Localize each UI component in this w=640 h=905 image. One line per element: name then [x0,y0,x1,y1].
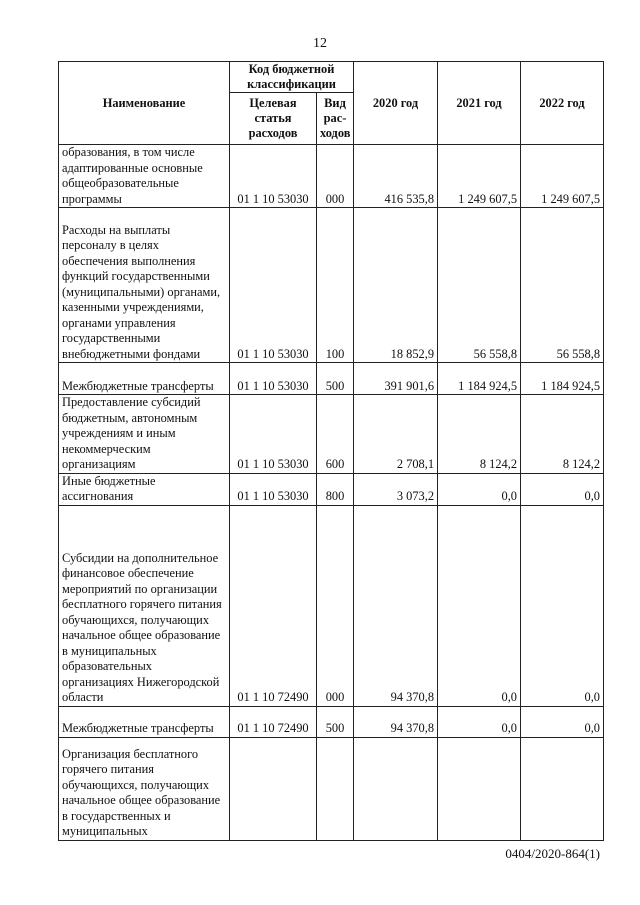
row-2021: 56 558,8 [438,208,521,363]
row-2022: 0,0 [521,505,604,706]
row-type: 000 [317,505,354,706]
row-2022: 1 184 924,5 [521,363,604,395]
row-2022 [521,737,604,840]
row-name: Субсидии на дополнительное финансовое обеспечение мероприятий по организации бесплатного горячего питания обучающихся, получающих начальное общее образование в муниципальных образовательных организациях Нижегородской области [59,505,230,706]
row-2022: 1 249 607,5 [521,145,604,208]
header-2022: 2022 год [521,62,604,145]
row-code: 01 1 10 53030 [230,145,317,208]
row-code: 01 1 10 72490 [230,505,317,706]
row-2021: 0,0 [438,706,521,737]
row-type: 500 [317,363,354,395]
row-2020: 3 073,2 [354,473,438,505]
row-name: Иные бюджетные ассигнования [59,473,230,505]
row-2022: 0,0 [521,473,604,505]
row-type: 800 [317,473,354,505]
table-row [59,363,604,395]
row-2021: 8 124,2 [438,395,521,474]
table-row [59,395,604,474]
table-row [59,505,604,706]
row-code [230,737,317,840]
document-number: 0404/2020-864(1) [505,846,600,861]
row-2021 [438,737,521,840]
row-name: образования, в том числе адаптированные основные общеобразовательные программы [59,145,230,208]
row-2022: 0,0 [521,706,604,737]
row-name: Организация бесплатного горячего питания обучающихся, получающих начальное общее образование в государственных и муниципальных [59,737,230,840]
row-type: 500 [317,706,354,737]
budget-table [58,61,604,841]
row-2021: 0,0 [438,473,521,505]
header-expense-type: Вид рас-ходов [317,93,354,145]
row-type: 100 [317,208,354,363]
row-2021: 0,0 [438,505,521,706]
row-name: Межбюджетные трансферты [59,363,230,395]
row-name: Предоставление субсидий бюджетным, автономным учреждениям и иным некоммерческим организациям [59,395,230,474]
header-target-item: Целевая статья расходов [230,93,317,145]
row-2021: 1 249 607,5 [438,145,521,208]
header-2020: 2020 год [354,62,438,145]
row-2021: 1 184 924,5 [438,363,521,395]
row-2020 [354,737,438,840]
table-row [59,208,604,363]
row-2022: 8 124,2 [521,395,604,474]
row-2020: 416 535,8 [354,145,438,208]
row-type [317,737,354,840]
row-2020: 94 370,8 [354,706,438,737]
row-name: Расходы на выплаты персоналу в целях обеспечения выполнения функций государственными (муниципальными) органами, казенными учреждениями, органами управления государственными внебюджетными фондами [59,208,230,363]
row-2020: 94 370,8 [354,505,438,706]
header-name: Наименование [59,62,230,145]
row-type: 000 [317,145,354,208]
table-row [59,473,604,505]
row-2022: 56 558,8 [521,208,604,363]
header-budget-code: Код бюджетной классификации [230,62,354,93]
row-type: 600 [317,395,354,474]
row-2020: 18 852,9 [354,208,438,363]
table-row [59,145,604,208]
table-row [59,706,604,737]
row-code: 01 1 10 53030 [230,208,317,363]
table-row [59,737,604,840]
row-code: 01 1 10 53030 [230,473,317,505]
row-code: 01 1 10 72490 [230,706,317,737]
row-2020: 391 901,6 [354,363,438,395]
row-code: 01 1 10 53030 [230,395,317,474]
page-number: 12 [313,36,327,51]
row-2020: 2 708,1 [354,395,438,474]
row-code: 01 1 10 53030 [230,363,317,395]
row-name: Межбюджетные трансферты [59,706,230,737]
header-2021: 2021 год [438,62,521,145]
